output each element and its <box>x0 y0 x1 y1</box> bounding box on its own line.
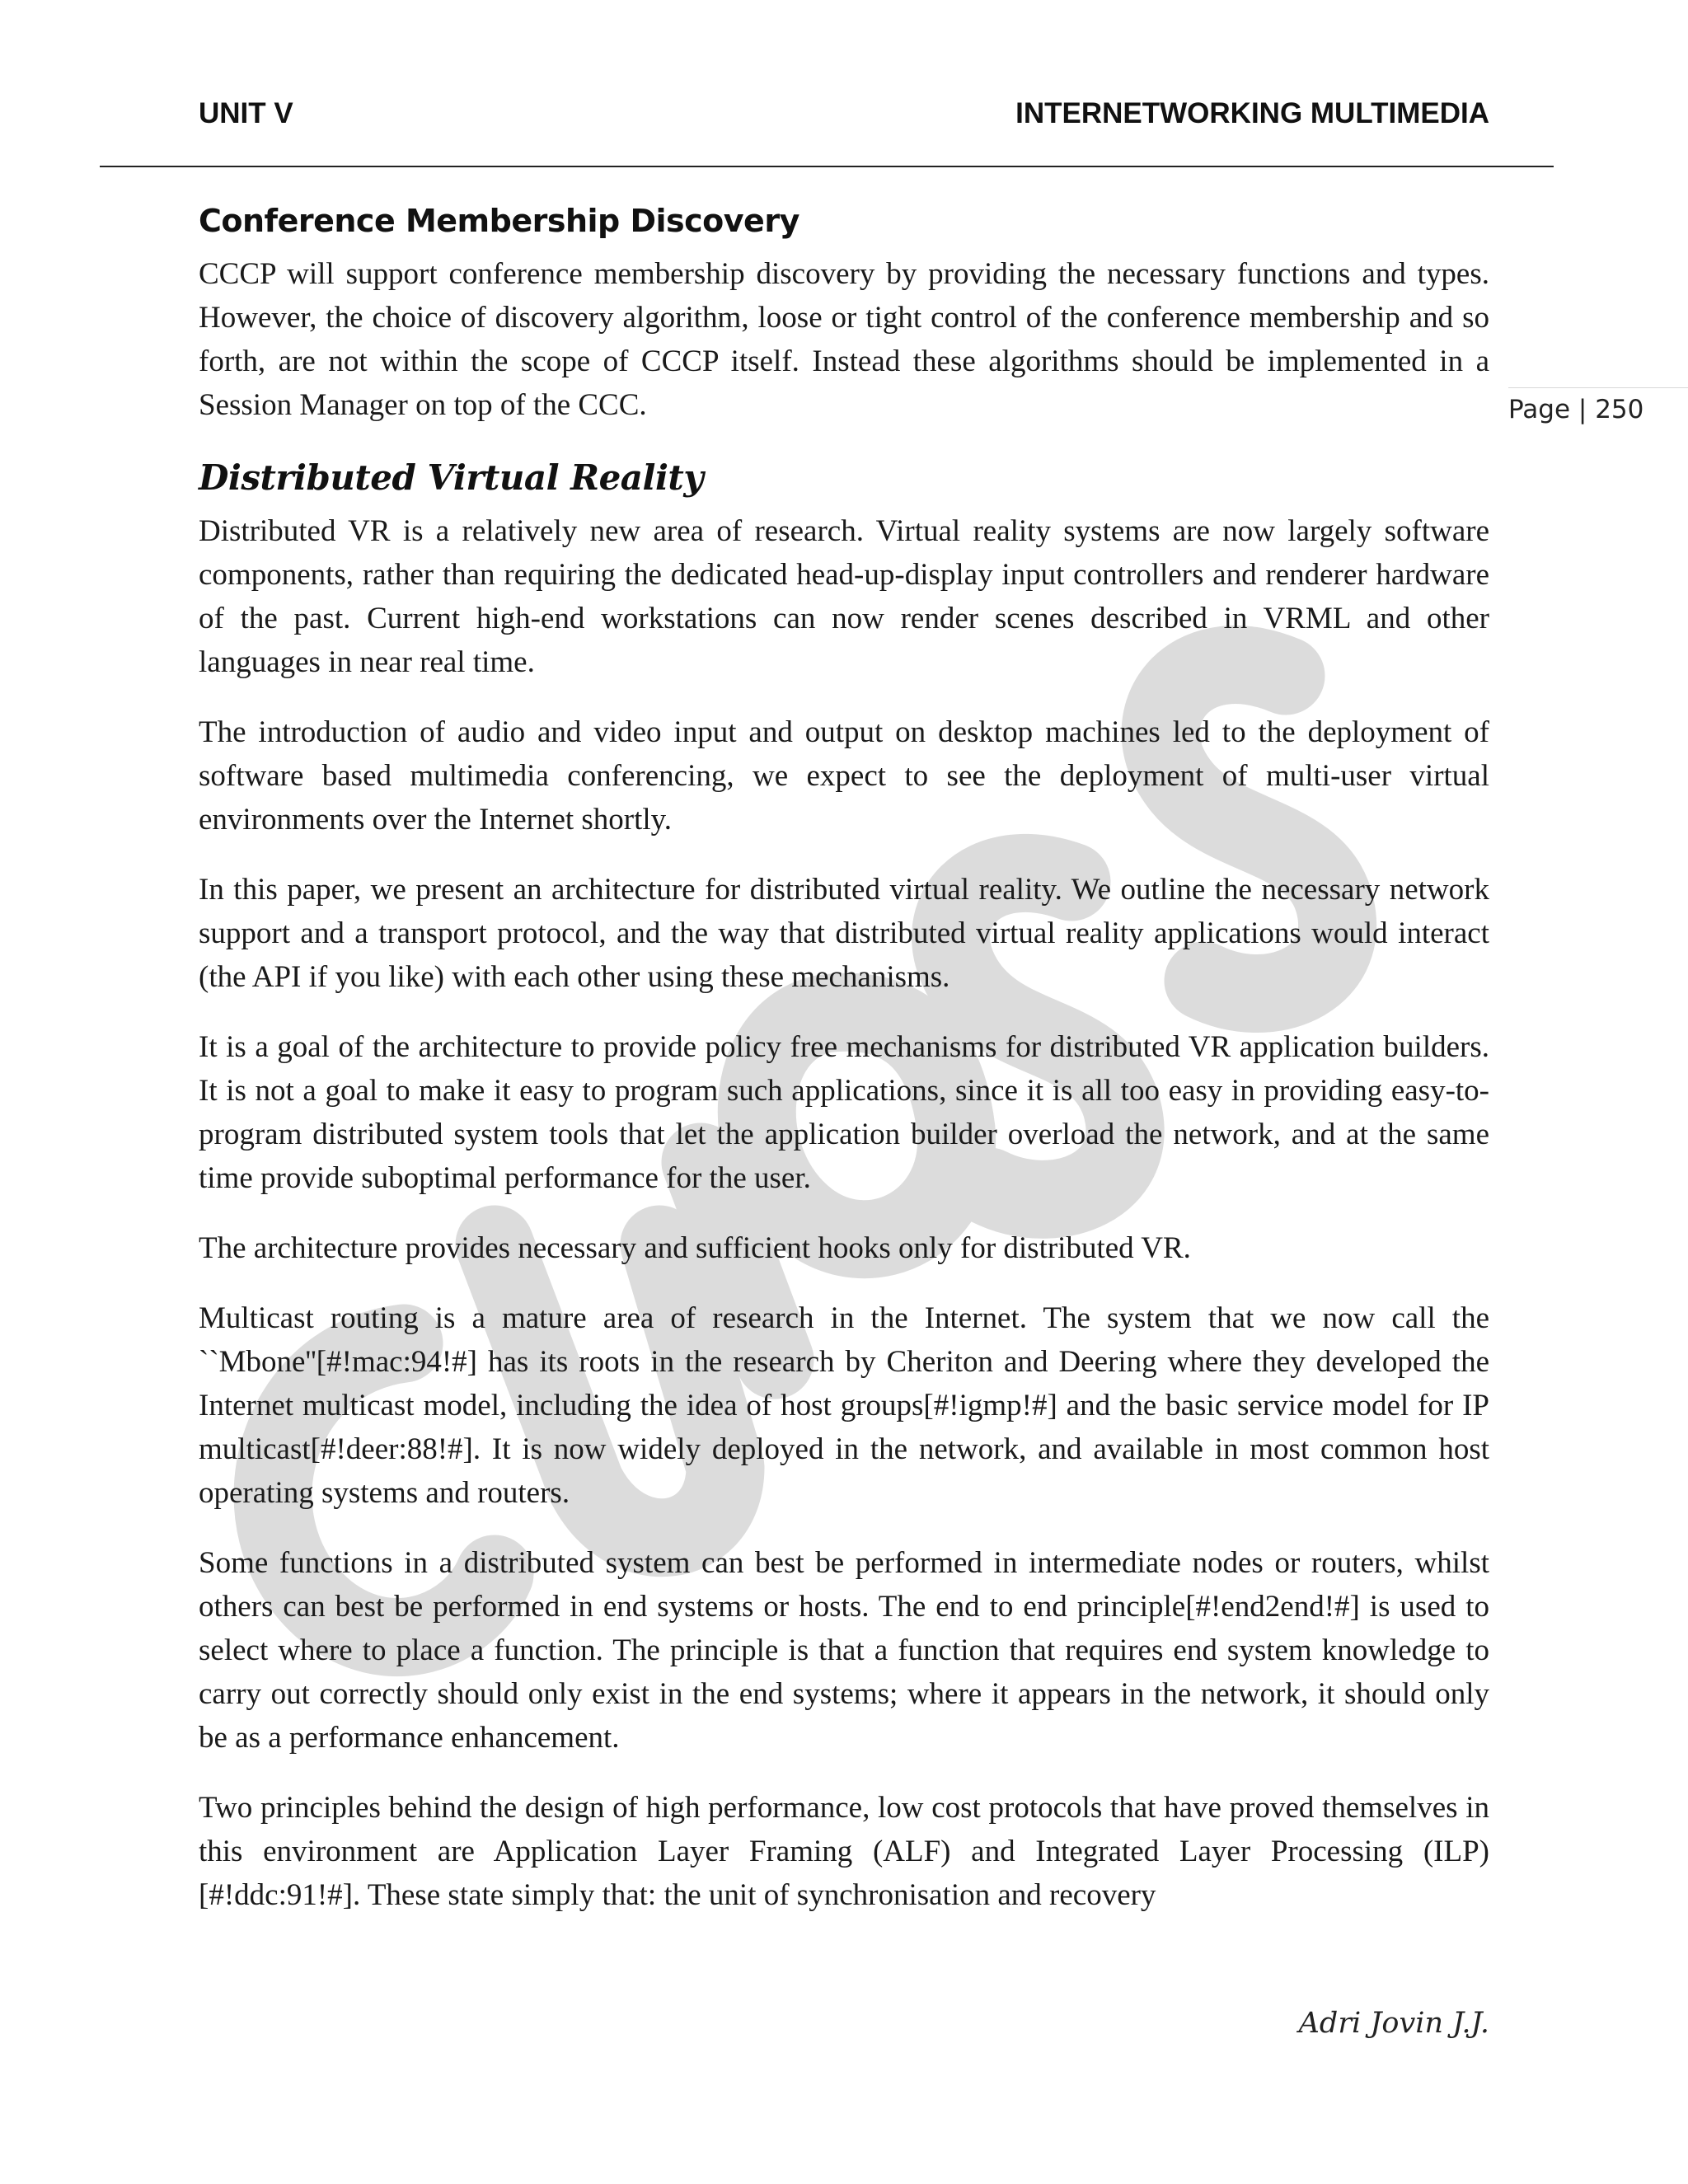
header-divider <box>100 166 1554 167</box>
paragraph: Two principles behind the design of high performance, low cost protocols that have proved themselves in this environment are Application Layer Framing (ALF) and Integrated Layer Processing (ILP)[#!ddc:91!#]. These state simply that: the unit of synchronisation and recovery <box>199 1791 1489 1912</box>
page-content <box>199 196 1489 1943</box>
paragraph: In this paper, we present an architecture for distributed virtual reality. We outline the necessary network support and a transport protocol, and the way that distributed virtual reality applications would interact (the API if you like) with each other using these mechanisms. <box>199 873 1489 994</box>
paragraph: Multicast routing is a mature area of research in the Internet. The system that we now call the ``Mbone''[#!mac:94!#] has its roots in the research by Cheriton and Deering where they developed the Internet multicast model, including the idea of host groups[#!igmp!#] and the basic service model for IP multicast[#!deer:88!#]. It is now widely deployed in the network, and available in most common host operating systems and routers. <box>199 1301 1489 1510</box>
paragraph: The architecture provides necessary and sufficient hooks only for distributed VR. <box>199 1231 1191 1265</box>
paragraph: Distributed VR is a relatively new area of research. Virtual reality systems are now largely software components, rather than requiring the dedicated head-up-display input controllers and renderer hardware of the past. Current high-end workstations can now render scenes described in VRML and other languages in near real time. <box>199 514 1489 679</box>
author-signature: Adri Jovin J.J. <box>1298 2007 1489 2040</box>
paragraph: Some functions in a distributed system can best be performed in intermediate nodes or routers, whilst others can best be performed in end systems or hosts. The end to end principle[#!end2end!#] is used to select where to place a function. The principle is that a function that requires end system knowledge to carry out correctly should only exist in the end systems; where it appears in the network, it should only be as a performance enhancement. <box>199 1546 1489 1755</box>
paragraph: It is a goal of the architecture to provide policy free mechanisms for distributed VR application builders. It is not a goal to make it easy to program such applications, since it is all too easy in providing easy-to-program distributed system tools that let the application builder overload the network, and at the same time provide suboptimal performance for the user. <box>199 1030 1489 1195</box>
header-subject: INTERNETWORKING MULTIMEDIA <box>1015 97 1489 129</box>
paragraph: CCCP will support conference membership discovery by providing the necessary functions and types. However, the choice of discovery algorithm, loose or tight control of the conference membership and so forth, are not within the scope of CCCP itself. Instead these algorithms should be implemented in a Session Manager on top of the CCC. <box>199 257 1489 422</box>
paragraph: The introduction of audio and video input and output on desktop machines led to the deployment of software based multimedia conferencing, we expect to see the deployment of multi-user virtual environments over the Internet shortly. <box>199 715 1489 837</box>
page-number-box <box>1508 387 1688 424</box>
page-number: Page | 250 <box>1508 395 1644 424</box>
page-header <box>199 97 1489 137</box>
section-title-distributed-vr: Distributed Virtual Reality <box>199 457 704 498</box>
header-unit: UNIT V <box>199 97 293 129</box>
section-title-membership-discovery: Conference Membership Discovery <box>199 203 799 239</box>
